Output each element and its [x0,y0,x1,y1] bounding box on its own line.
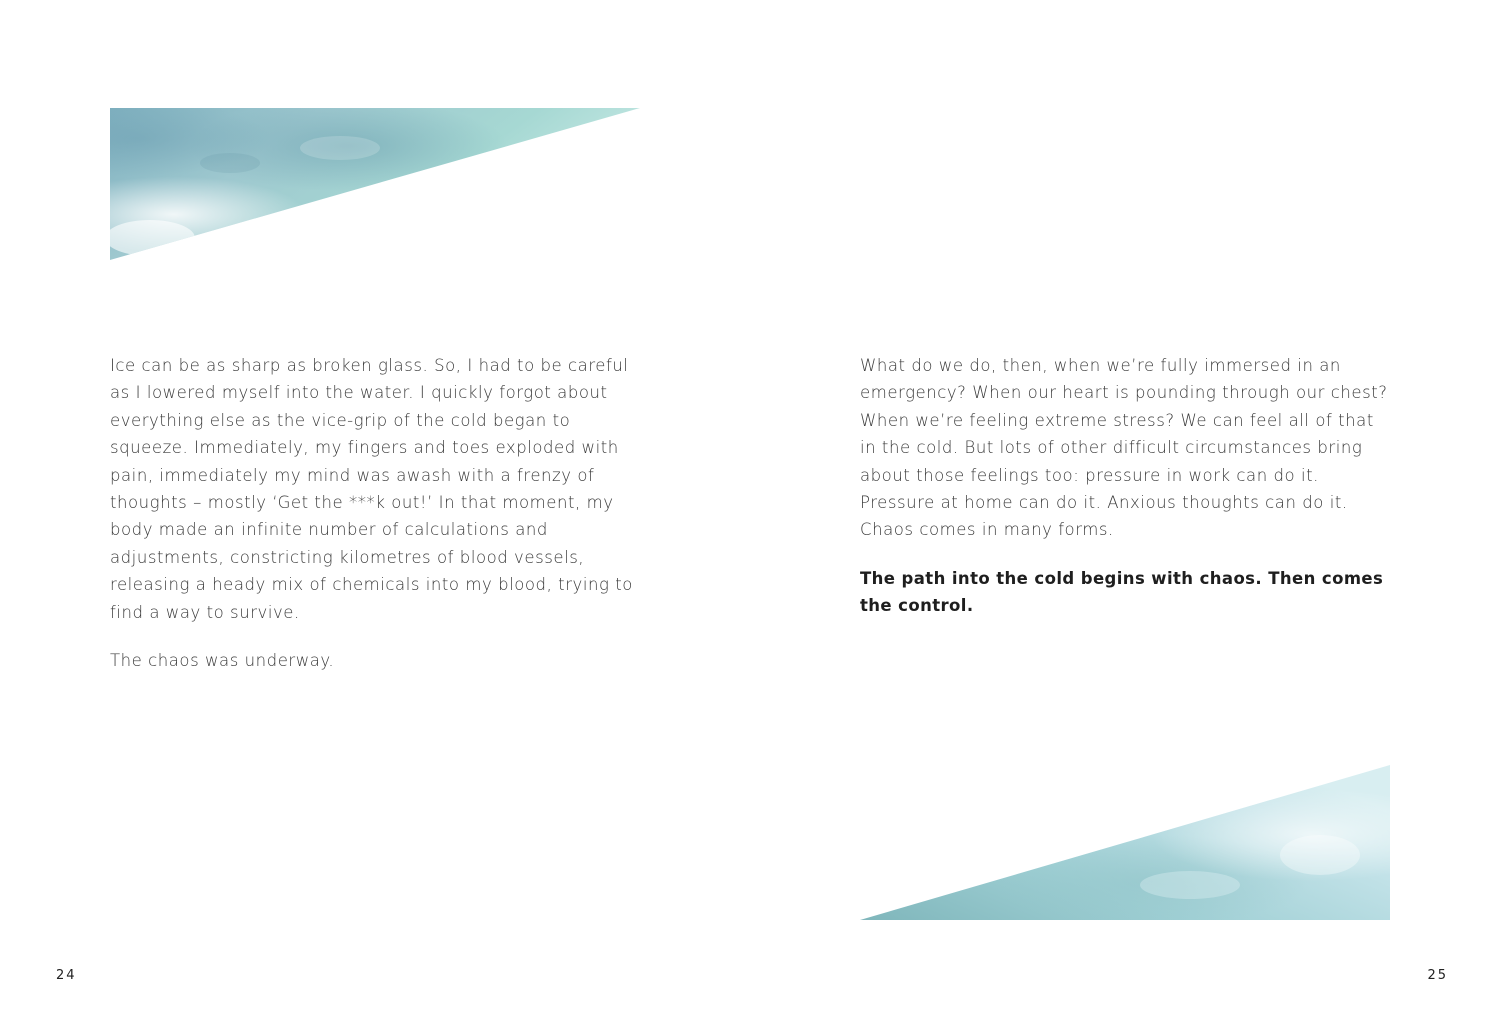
left-page-text [110,352,640,695]
right-page-text [860,352,1390,641]
page-number-left: 24 [56,968,77,983]
left-paragraph-2: The chaos was underway. [110,651,335,671]
watercolor-triangle-top [110,108,640,260]
watercolor-triangle-bottom [860,765,1390,920]
left-paragraph-1: Ice can be as sharp as broken glass. So, I had to be careful as I lowered myself into the water. I quickly forgot about everything else as the vice-grip of the cold began to squeeze. Immediately, my fingers and toes exploded with pain, immediately my mind was awash with a frenzy of thoughts – mostly ‘Get the ***k out!’ In that moment, my body made an infinite number of calculations and adjustments, constricting kilometres of blood vessels, releasing a heady mix of chemicals into my blood, trying to find a way to survive. [110,356,633,622]
page-number-right: 25 [1427,968,1448,983]
right-emphasis-paragraph: The path into the cold begins with chaos. Then comes the control. [860,568,1384,616]
right-paragraph-1: What do we do, then, when we’re fully immersed in an emergency? When our heart is pounding through our chest? When we’re feeling extreme stress? We can feel all of that in the cold. But lots of other difficult circumstances bring about those feelings too: pressure in work can do it. Pressure at home can do it. Anxious thoughts can do it. Chaos comes in many forms. [860,356,1388,540]
